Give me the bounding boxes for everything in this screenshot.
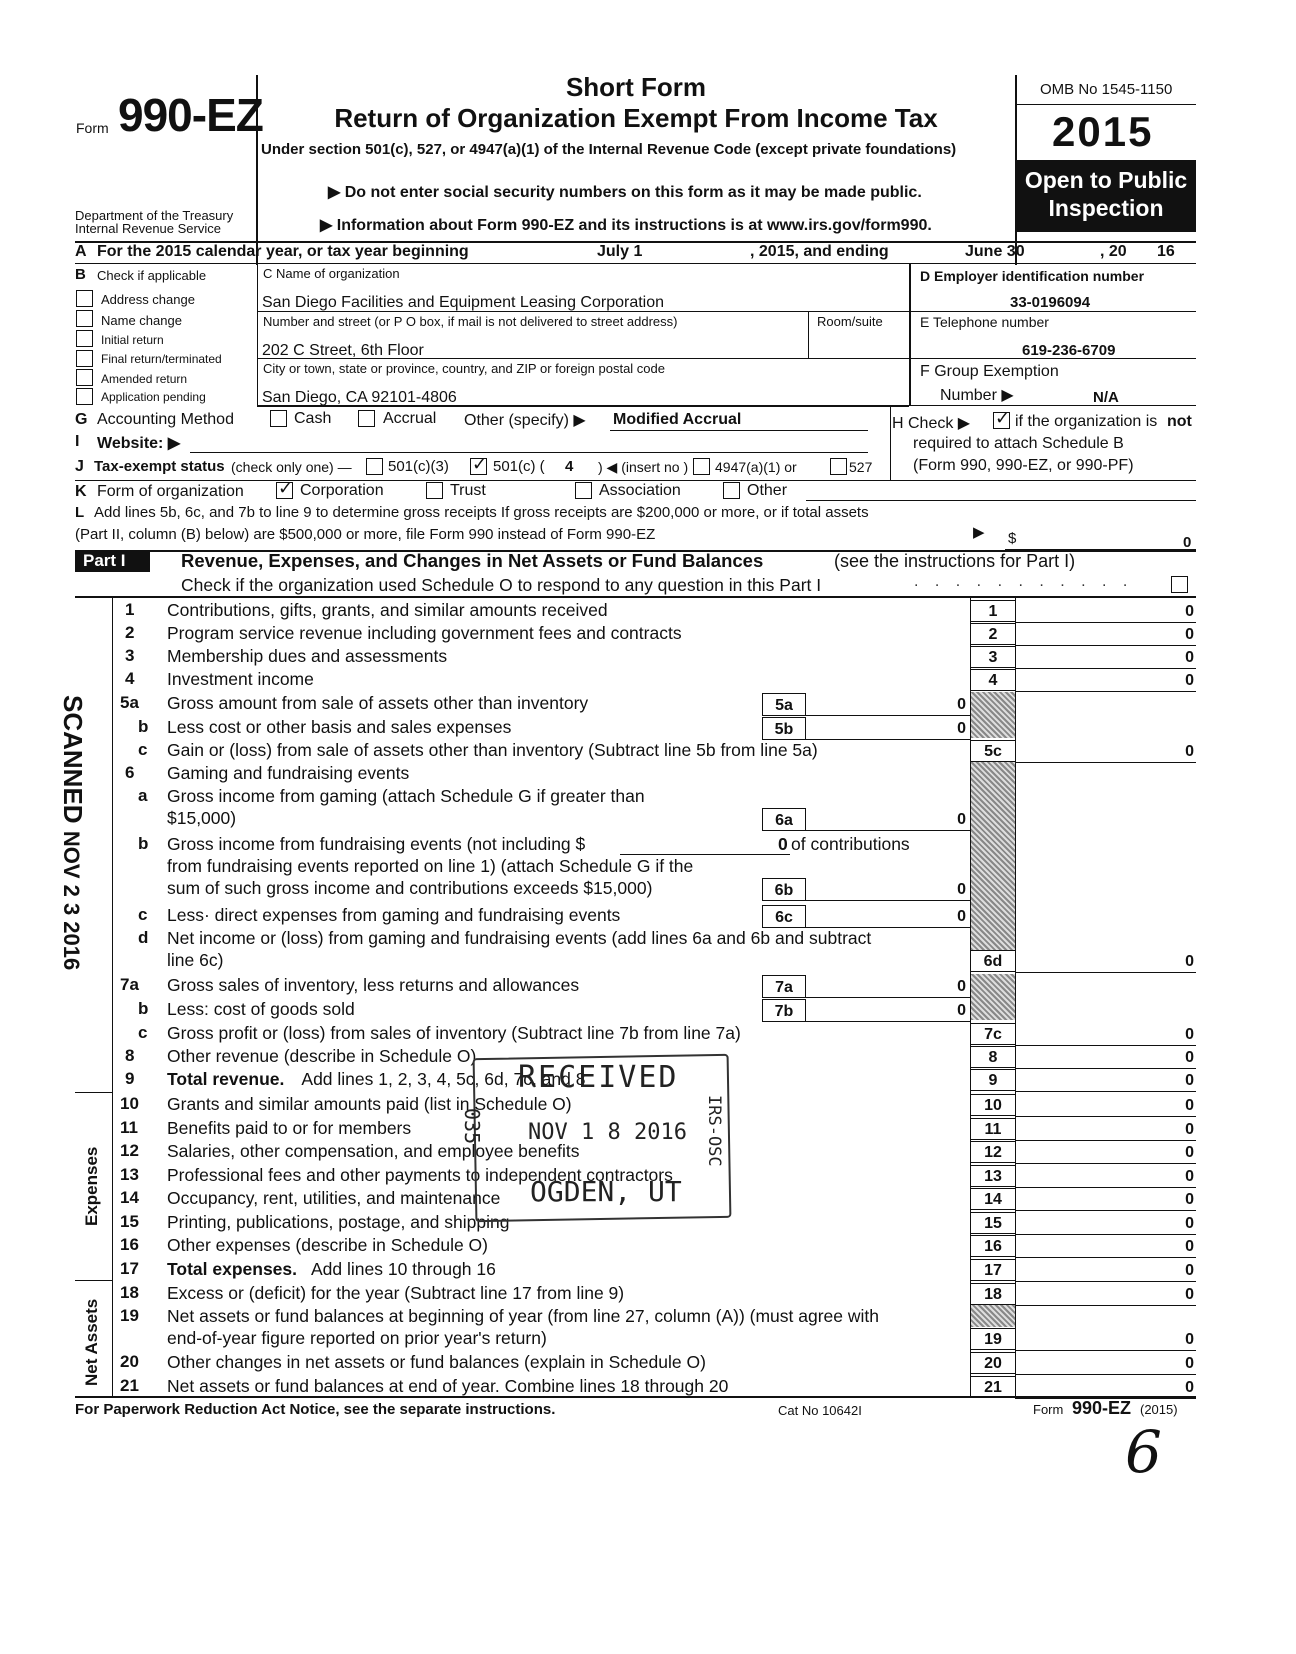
part1-check-text: Check if the organization used Schedule O to respond to any question in this Part I	[181, 575, 822, 595]
line-value[interactable]: 0	[1185, 1355, 1194, 1372]
website-label: Website: ▶	[97, 435, 181, 452]
line-number: 8	[125, 1046, 135, 1065]
checkbox-schedule-o[interactable]	[1171, 576, 1188, 593]
checkbox-application-pending[interactable]	[76, 388, 93, 405]
page-mark: 6	[1125, 1418, 1162, 1486]
line-text: Professional fees and other payments to independent contractors	[167, 1165, 673, 1185]
phone[interactable]: 619-236-6709	[1022, 342, 1116, 359]
line-number: 20	[120, 1352, 139, 1371]
subline-value[interactable]: 0	[957, 1002, 966, 1019]
form-number: 990-EZ	[118, 89, 263, 141]
line-box-label: 6d	[971, 950, 1015, 972]
line-text: Excess or (deficit) for the year (Subtract line 17 from line 9)	[167, 1283, 625, 1303]
subline-box-label: 7a	[762, 975, 806, 998]
line-text: Gain or (loss) from sale of assets other than inventory (Subtract line 5b from line 5a)	[167, 740, 818, 760]
label-association: Association	[599, 482, 681, 499]
section-b-label: B	[75, 266, 86, 283]
line-text: Net assets or fund balances at beginning of year (from line 27, column (A)) (must agree with	[167, 1306, 880, 1326]
label-cash: Cash	[294, 410, 332, 427]
line-value[interactable]: 0	[1185, 649, 1194, 666]
line-h-not: not	[1167, 413, 1192, 430]
line-text: Program service revenue including government fees and contracts	[167, 623, 682, 643]
line-rule	[1015, 668, 1196, 669]
line-rule	[1015, 1163, 1196, 1164]
line-j-text: Tax-exempt status	[94, 458, 225, 475]
checkbox-corporation[interactable]	[276, 482, 293, 499]
label-application-pending: Application pending	[101, 390, 206, 404]
subline-value[interactable]: 0	[957, 696, 966, 713]
subline-box-label: 7b	[762, 999, 806, 1022]
line-box-label: 11	[971, 1118, 1015, 1140]
checkbox-name-change[interactable]	[76, 310, 93, 327]
line-i-label: I	[75, 433, 80, 450]
line-value[interactable]: 0	[1185, 1097, 1194, 1114]
line-number: b	[138, 717, 149, 736]
line-j-note: (check only one) —	[231, 459, 352, 475]
line-number: 14	[120, 1188, 139, 1207]
shade-6	[971, 762, 1015, 950]
omb-number: OMB No 1545-1150	[1040, 81, 1173, 98]
checkbox-initial-return[interactable]	[76, 330, 93, 347]
subline-value[interactable]: 0	[957, 720, 966, 737]
instruction-ssn: ▶ Do not enter social security numbers on this form as it may be made public.	[328, 184, 922, 201]
line-number: 21	[120, 1376, 139, 1395]
line-rule	[1015, 1091, 1196, 1092]
line-text: Gross income from gaming (attach Schedule G if greater than	[167, 786, 645, 806]
line-text: Gross amount from sale of assets other than inventory	[167, 693, 589, 713]
line-box-label: 10	[971, 1094, 1015, 1116]
line-value[interactable]: 0	[1185, 1262, 1194, 1279]
line-value[interactable]: 0	[1185, 1191, 1194, 1208]
tax-year: 2015	[1052, 108, 1154, 155]
line-box-label: 1	[971, 600, 1015, 622]
line-text: Other expenses (describe in Schedule O)	[167, 1235, 488, 1255]
line-number: b	[138, 834, 149, 853]
footer-paperwork: For Paperwork Reduction Act Notice, see the separate instructions.	[75, 1401, 556, 1418]
room-suite-label: Room/suite	[817, 314, 883, 329]
line-number: 19	[120, 1306, 139, 1325]
line-k-label: K	[75, 483, 87, 500]
accounting-method-other[interactable]: Modified Accrual	[613, 411, 742, 428]
inspection: Inspection	[1048, 195, 1164, 221]
line-rule	[1015, 691, 1196, 692]
group-exemption-label: F Group Exemption	[920, 363, 1059, 380]
stamp-city: OGDEN, UT	[530, 1175, 682, 1208]
checkbox-association[interactable]	[575, 482, 592, 499]
label-initial-return: Initial return	[101, 333, 164, 347]
subline-box-label: 6b	[762, 878, 806, 901]
line-number: d	[138, 928, 149, 947]
stamp-left: 035	[460, 1108, 484, 1145]
line-value[interactable]: 0	[1185, 1215, 1194, 1232]
line-g-label: G	[75, 411, 88, 428]
line-rule	[1015, 622, 1196, 623]
street-address[interactable]: 202 C Street, 6th Floor	[262, 342, 424, 359]
line-box-label: 2	[971, 623, 1015, 645]
line-rule	[1015, 1350, 1196, 1351]
line-l-dollar: $	[1008, 530, 1017, 547]
subline-value[interactable]: 0	[957, 881, 966, 898]
line-l-arrow: ▶	[973, 524, 985, 541]
checkbox-address-change[interactable]	[76, 290, 93, 307]
footer-cat: Cat No 10642I	[778, 1403, 862, 1418]
line-text: Less: cost of goods sold	[167, 999, 355, 1019]
line-value[interactable]: 0	[1185, 603, 1194, 620]
form-prefix: Form	[76, 120, 109, 136]
line-box-label: 4	[971, 669, 1015, 691]
checkbox-amended-return[interactable]	[76, 369, 93, 386]
street-label: Number and street (or P O box, if mail is not delivered to street address)	[263, 314, 678, 329]
line-value[interactable]: 0	[1185, 626, 1194, 643]
subline-rule	[806, 830, 970, 831]
line-rule	[1015, 1374, 1196, 1375]
line-amount[interactable]: 0	[778, 834, 788, 854]
line-number: 5a	[120, 693, 139, 712]
line-number: 17	[120, 1259, 139, 1278]
line-h-text: H Check ▶	[892, 415, 971, 432]
label-final-return: Final return/terminated	[101, 352, 222, 366]
line-number: 9	[125, 1069, 135, 1088]
line-rule	[1015, 1257, 1196, 1258]
line-box-label: 12	[971, 1141, 1015, 1163]
line-box-label: 18	[971, 1283, 1015, 1305]
tax-year-end-yr[interactable]: 16	[1157, 243, 1175, 260]
label-name-change: Name change	[101, 313, 182, 328]
scanned-date: NOV 2 3 2016	[59, 830, 84, 971]
label-corporation: Corporation	[300, 482, 384, 499]
line-l-text1: Add lines 5b, 6c, and 7b to line 9 to determine gross receipts If gross receipts are $200,000 or more, or if total assets	[94, 504, 869, 521]
line-box-label: 20	[971, 1352, 1015, 1374]
line-h-text4: (Form 990, 990-EZ, or 990-PF)	[913, 457, 1134, 474]
line-h-text2: if the organization is	[1015, 413, 1158, 430]
subline-rule	[806, 739, 970, 740]
line-number: 16	[120, 1235, 139, 1254]
tax-year-end[interactable]: June 30	[965, 243, 1025, 260]
subline-value[interactable]: 0	[957, 978, 966, 995]
part1-tag: Part I	[83, 551, 126, 570]
line-value[interactable]: 0	[1185, 1379, 1194, 1396]
org-name[interactable]: San Diego Facilities and Equipment Leasing Corporation	[262, 294, 665, 311]
title-short-form: Short Form	[565, 72, 707, 102]
label-other-specify: Other (specify) ▶	[464, 412, 586, 429]
label-address-change: Address change	[101, 292, 195, 307]
gross-receipts-value[interactable]: 0	[1183, 534, 1192, 551]
footer-year: (2015)	[1140, 1402, 1178, 1417]
dept-treasury: Department of the Treasury	[75, 208, 234, 223]
part1-title: Revenue, Expenses, and Changes in Net Assets or Fund Balances	[181, 550, 764, 571]
line-a-yr-prefix: , 20	[1100, 243, 1127, 260]
line-text: Occupancy, rent, utilities, and maintenance	[167, 1188, 501, 1208]
line-number: 11	[120, 1118, 138, 1137]
line-value[interactable]: 0	[1185, 1238, 1194, 1255]
line-text-rest: Add lines 1, 2, 3, 4, 5c, 6d, 7c, and 8	[301, 1069, 586, 1089]
line-rule	[1015, 1210, 1196, 1211]
line-text: Other changes in net assets or fund balances (explain in Schedule O)	[167, 1352, 706, 1372]
footer-form-prefix: Form	[1033, 1402, 1064, 1417]
line-number: 15	[120, 1212, 139, 1231]
line-number: c	[138, 905, 148, 924]
subtitle: Under section 501(c), 527, or 4947(a)(1) of the Internal Revenue Code (except private foundations)	[261, 141, 957, 158]
line-box-label: 5c	[971, 740, 1015, 762]
ein-label: D Employer identification number	[920, 268, 1145, 284]
line-value[interactable]: 0	[1185, 1286, 1194, 1303]
page-title: Return of Organization Exempt From Income Tax	[334, 103, 938, 133]
subline-rule	[806, 715, 970, 716]
line-text-2: end-of-year figure reported on prior year's return)	[167, 1328, 547, 1348]
line-rule	[1015, 645, 1196, 646]
line-text-2: from fundraising events reported on line 1) (attach Schedule G if the	[167, 856, 694, 876]
checkbox-schedule-b[interactable]	[993, 412, 1010, 429]
open-to-public: Open to Public	[1024, 167, 1188, 193]
line-box-label: 9	[971, 1069, 1015, 1091]
line-text-2: line 6c)	[167, 950, 224, 970]
label-other: Other	[747, 482, 788, 499]
line-text-3: sum of such gross income and contributions exceeds $15,000)	[167, 878, 653, 898]
line-text: Total expenses.	[167, 1259, 298, 1279]
label-527: 527	[849, 459, 873, 475]
line-value[interactable]: 0	[1185, 953, 1194, 970]
instruction-info: ▶ Information about Form 990-EZ and its instructions is at www.irs.gov/form990.	[320, 217, 932, 234]
line-number: 7a	[120, 975, 139, 994]
line-text: Gross income from fundraising events (not including $	[167, 834, 586, 854]
line-text: Less· direct expenses from gaming and fundraising events	[167, 905, 621, 925]
shade-19	[971, 1305, 1015, 1327]
org-name-label: C Name of organization	[263, 266, 400, 281]
line-rule	[1015, 1068, 1196, 1069]
checkbox-trust[interactable]	[426, 482, 443, 499]
checkbox-other[interactable]	[723, 482, 740, 499]
checkbox-cash[interactable]	[270, 410, 287, 427]
checkbox-501c[interactable]	[470, 458, 487, 475]
stamp-right: IRS-OSC	[704, 1095, 724, 1167]
line-value[interactable]: 0	[1185, 1072, 1194, 1089]
line-number: 4	[125, 669, 135, 688]
line-text: Net assets or fund balances at end of year. Combine lines 18 through 20	[167, 1376, 729, 1396]
label-accrual: Accrual	[383, 410, 437, 427]
line-rule	[1015, 1140, 1196, 1141]
line-number: a	[138, 786, 148, 805]
shade-7	[971, 974, 1015, 1020]
line-box-label: 13	[971, 1165, 1015, 1187]
line-a-label: A	[75, 243, 87, 260]
subline-box-label: 5a	[762, 693, 806, 716]
line-text: Salaries, other compensation, and employee benefits	[167, 1141, 580, 1161]
group-number-label: Number ▶	[940, 387, 1014, 404]
501c-insert-number[interactable]: 4	[565, 458, 574, 475]
irs-service: Internal Revenue Service	[75, 221, 221, 236]
line-number: 1	[125, 600, 135, 619]
line-text: Gross profit or (loss) from sales of inventory (Subtract line 7b from line 7a)	[167, 1023, 741, 1043]
line-text: Other revenue (describe in Schedule O)	[167, 1046, 477, 1066]
checkbox-527[interactable]	[830, 458, 847, 475]
label-501c: 501(c) (	[493, 458, 545, 475]
footer-form: 990-EZ	[1072, 1398, 1132, 1418]
line-l-label: L	[75, 504, 85, 521]
subline-rule	[806, 1021, 970, 1022]
line-text: Grants and similar amounts paid (list in Schedule O)	[167, 1094, 572, 1114]
line-text: Membership dues and assessments	[167, 646, 448, 666]
section-b-title: Check if applicable	[97, 268, 207, 283]
line-text: Printing, publications, postage, and shipping	[167, 1212, 510, 1232]
line-box-label: 3	[971, 646, 1015, 668]
label-501c3: 501(c)(3)	[388, 458, 449, 475]
stamp-date: NOV 1 8 2016	[528, 1120, 687, 1145]
line-value[interactable]: 0	[1185, 1168, 1194, 1185]
subline-value[interactable]: 0	[957, 908, 966, 925]
line-box-label: 8	[971, 1046, 1015, 1068]
side-label-net-assets: Net Assets	[82, 1298, 101, 1386]
line-number: c	[138, 740, 148, 759]
line-text: Less cost or other basis and sales expenses	[167, 717, 512, 737]
line-number: 10	[120, 1094, 139, 1113]
line-number: 18	[120, 1283, 139, 1302]
line-after: of contributions	[791, 834, 910, 854]
side-label-expenses: Expenses	[82, 1146, 101, 1226]
subline-box-label: 6a	[762, 808, 806, 831]
checkbox-accrual[interactable]	[358, 410, 375, 427]
line-text-2: $15,000)	[167, 808, 237, 828]
label-insert-no: ) ◀ (insert no )	[598, 459, 689, 475]
line-box-label: 7c	[971, 1023, 1015, 1045]
line-rule	[1015, 1281, 1196, 1282]
checkbox-4947[interactable]	[693, 458, 710, 475]
subline-box-label: 6c	[762, 905, 806, 928]
ein[interactable]: 33-0196094	[1010, 294, 1091, 311]
line-value[interactable]: 0	[1185, 1331, 1194, 1348]
line-text: Investment income	[167, 669, 314, 689]
line-text-rest: Add lines 10 through 16	[311, 1259, 496, 1279]
part1-title-note: (see the instructions for Part I)	[834, 551, 1076, 571]
group-exemption-number[interactable]: N/A	[1093, 389, 1119, 406]
line-amount-underline	[620, 854, 790, 855]
line-a-mid: , 2015, and ending	[750, 243, 889, 260]
line-rule	[1015, 1305, 1196, 1306]
line-box-label: 21	[971, 1376, 1015, 1398]
line-a-text: For the 2015 calendar year, or tax year beginning	[97, 243, 469, 260]
line-text: Total revenue.	[167, 1069, 285, 1089]
line-value[interactable]: 0	[1185, 1121, 1194, 1138]
subline-box-label: 5b	[762, 717, 806, 740]
line-l-text2: (Part II, column (B) below) are $500,000 or more, file Form 990 instead of Form 990-EZ	[75, 526, 656, 543]
checkbox-501c3[interactable]	[366, 458, 383, 475]
line-k-text: Form of organization	[97, 483, 244, 500]
line-value[interactable]: 0	[1185, 1049, 1194, 1066]
subline-rule	[806, 997, 970, 998]
label-4947: 4947(a)(1) or	[715, 459, 797, 475]
line-rule	[1015, 1187, 1196, 1188]
line-number: c	[138, 1023, 148, 1042]
checkbox-final-return[interactable]	[76, 350, 93, 367]
line-rule	[1015, 1116, 1196, 1117]
part1-check-dots: . . . . . . . . . . .	[914, 573, 1134, 590]
line-number: 12	[120, 1141, 139, 1160]
line-rule	[1015, 1045, 1196, 1046]
line-value[interactable]: 0	[1185, 1144, 1194, 1161]
line-text: Benefits paid to or for members	[167, 1118, 412, 1138]
line-h-text3: required to attach Schedule B	[913, 435, 1124, 452]
line-rule	[1015, 972, 1196, 973]
shade-5	[971, 692, 1015, 738]
line-value[interactable]: 0	[1185, 1026, 1194, 1043]
line-text: Gaming and fundraising events	[167, 763, 410, 783]
line-value[interactable]: 0	[1185, 672, 1194, 689]
line-number: 3	[125, 646, 135, 665]
subline-rule	[806, 900, 970, 901]
scanned-stamp	[57, 695, 88, 970]
line-number: 6	[125, 763, 135, 782]
line-value[interactable]: 0	[1185, 743, 1194, 760]
line-number: b	[138, 999, 149, 1018]
line-box-label: 19	[971, 1328, 1015, 1350]
line-j-label: J	[75, 458, 84, 475]
line-box-label: 14	[971, 1188, 1015, 1210]
line-text: Net income or (loss) from gaming and fundraising events (add lines 6a and 6b and subtract	[167, 928, 872, 948]
city-label: City or town, state or province, country, and ZIP or foreign postal code	[263, 361, 665, 376]
line-text: Contributions, gifts, grants, and similar amounts received	[167, 600, 608, 620]
city-state-zip[interactable]: San Diego, CA 92101-4806	[262, 389, 457, 406]
line-number: 13	[120, 1165, 139, 1184]
line-number: 2	[125, 623, 135, 642]
line-box-label: 16	[971, 1235, 1015, 1257]
phone-label: E Telephone number	[920, 314, 1049, 330]
scanned-text: SCANNED	[58, 695, 88, 824]
line-box-label: 15	[971, 1212, 1015, 1234]
line-g-text: Accounting Method	[97, 411, 234, 428]
line-rule	[1015, 1234, 1196, 1235]
label-amended-return: Amended return	[101, 372, 188, 386]
tax-year-begin[interactable]: July 1	[597, 243, 643, 260]
label-trust: Trust	[450, 482, 486, 499]
line-text: Gross sales of inventory, less returns and allowances	[167, 975, 580, 995]
subline-value[interactable]: 0	[957, 811, 966, 828]
stamp-received: RECEIVED	[518, 1060, 679, 1095]
line-box-label: 17	[971, 1259, 1015, 1281]
line-rule	[1015, 762, 1196, 763]
